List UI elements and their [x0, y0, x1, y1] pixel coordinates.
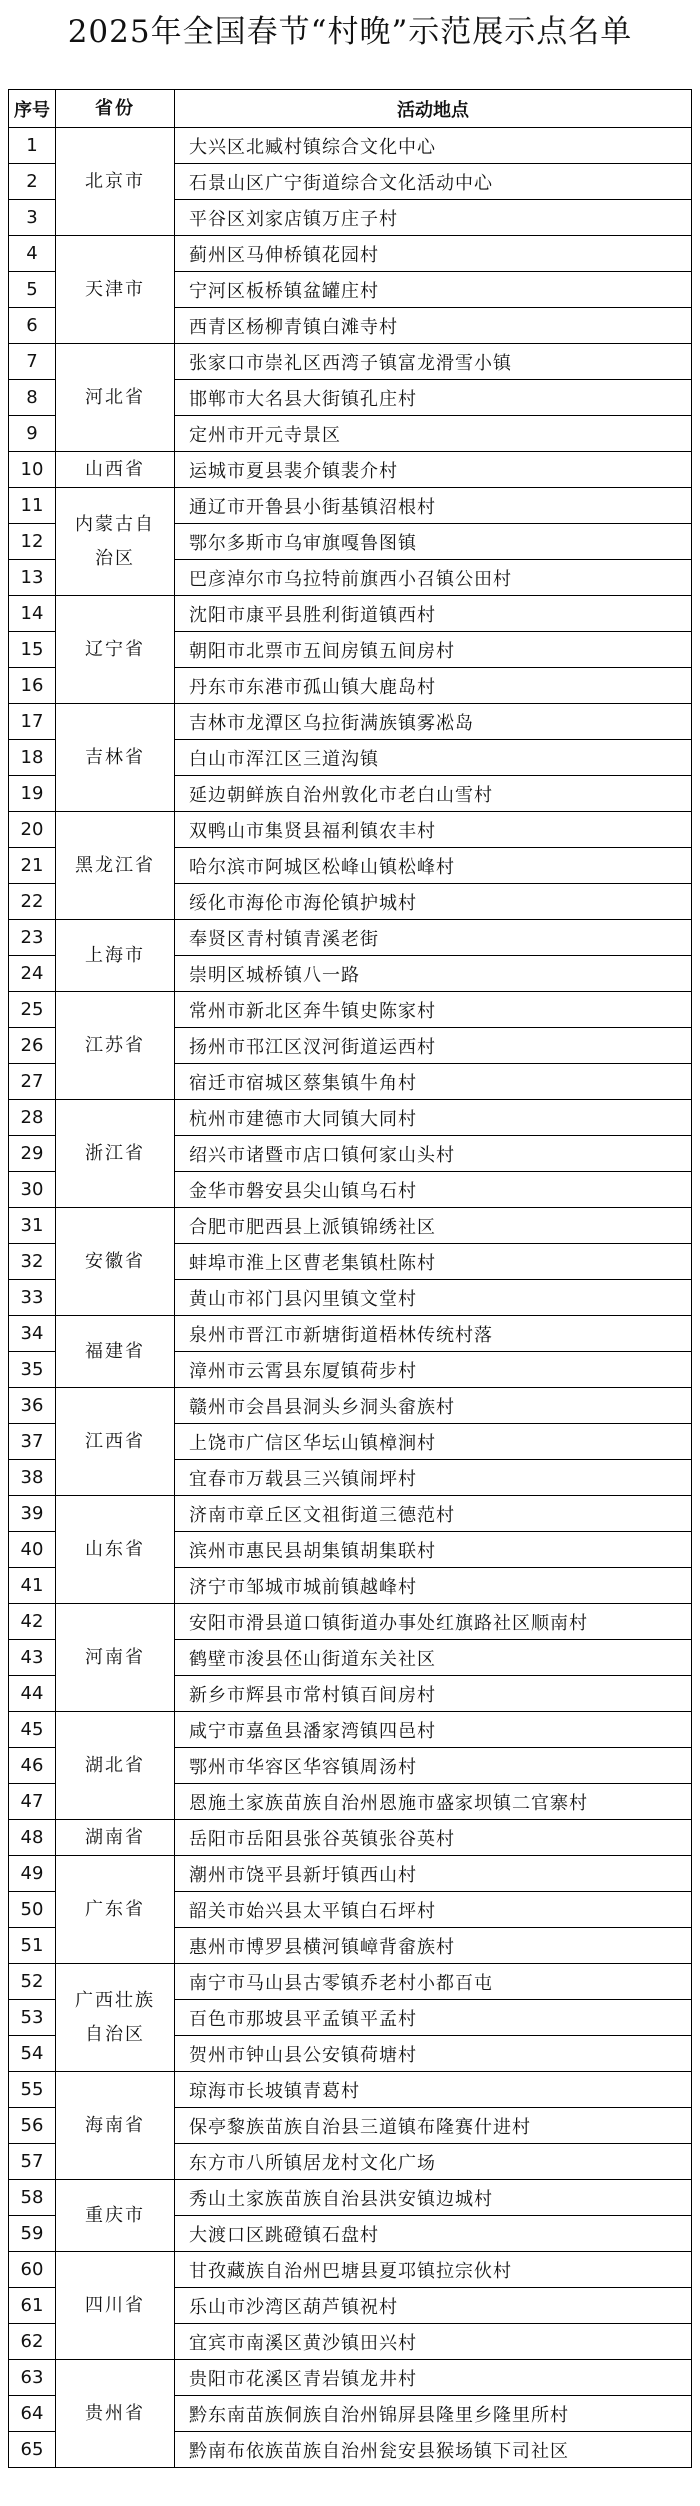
- location-cell: 宜宾市南溪区黄沙镇田兴村: [175, 2324, 692, 2360]
- row-number: 54: [9, 2036, 56, 2072]
- location-cell: 张家口市崇礼区西湾子镇富龙滑雪小镇: [175, 344, 692, 380]
- row-number: 51: [9, 1928, 56, 1964]
- location-cell: 延边朝鲜族自治州敦化市老白山雪村: [175, 776, 692, 812]
- row-number: 43: [9, 1640, 56, 1676]
- row-number: 46: [9, 1748, 56, 1784]
- location-cell: 济宁市邹城市城前镇越峰村: [175, 1568, 692, 1604]
- location-cell: 漳州市云霄县东厦镇荷步村: [175, 1352, 692, 1388]
- row-number: 31: [9, 1208, 56, 1244]
- row-number: 59: [9, 2216, 56, 2252]
- province-cell: 河北省: [56, 344, 175, 452]
- table-row: [9, 1856, 692, 1892]
- header-province: 省份: [56, 90, 175, 128]
- location-cell: 贺州市钟山县公安镇荷塘村: [175, 2036, 692, 2072]
- table-row: [9, 2360, 692, 2396]
- location-cell: 黔南布依族苗族自治州瓮安县猴场镇下司社区: [175, 2432, 692, 2468]
- province-cell: 吉林省: [56, 704, 175, 812]
- location-cell: 新乡市辉县市常村镇百间房村: [175, 1676, 692, 1712]
- table-row: [9, 488, 692, 524]
- province-cell: 广东省: [56, 1856, 175, 1964]
- location-cell: 甘孜藏族自治州巴塘县夏邛镇拉宗伙村: [175, 2252, 692, 2288]
- location-cell: 岳阳市岳阳县张谷英镇张谷英村: [175, 1820, 692, 1856]
- table-body: [9, 128, 692, 2468]
- row-number: 39: [9, 1496, 56, 1532]
- row-number: 26: [9, 1028, 56, 1064]
- row-number: 40: [9, 1532, 56, 1568]
- location-cell: 石景山区广宁街道综合文化活动中心: [175, 164, 692, 200]
- row-number: 23: [9, 920, 56, 956]
- location-cell: 吉林市龙潭区乌拉街满族镇雾凇岛: [175, 704, 692, 740]
- province-cell: 黑龙江省: [56, 812, 175, 920]
- location-cell: 东方市八所镇居龙村文化广场: [175, 2144, 692, 2180]
- location-cell: 哈尔滨市阿城区松峰山镇松峰村: [175, 848, 692, 884]
- province-cell: 湖北省: [56, 1712, 175, 1820]
- table-row: [9, 1388, 692, 1424]
- row-number: 41: [9, 1568, 56, 1604]
- location-cell: 滨州市惠民县胡集镇胡集联村: [175, 1532, 692, 1568]
- location-cell: 鹤壁市浚县伾山街道东关社区: [175, 1640, 692, 1676]
- province-cell: 辽宁省: [56, 596, 175, 704]
- province-cell: 安徽省: [56, 1208, 175, 1316]
- table-row: [9, 1820, 692, 1856]
- row-number: 8: [9, 380, 56, 416]
- location-cell: 宁河区板桥镇盆罐庄村: [175, 272, 692, 308]
- location-cell: 宿迁市宿城区蔡集镇牛角村: [175, 1064, 692, 1100]
- location-cell: 济南市章丘区文祖街道三德范村: [175, 1496, 692, 1532]
- location-cell: 潮州市饶平县新圩镇西山村: [175, 1856, 692, 1892]
- location-cell: 恩施土家族苗族自治州恩施市盛家坝镇二官寨村: [175, 1784, 692, 1820]
- row-number: 48: [9, 1820, 56, 1856]
- location-cell: 上饶市广信区华坛山镇樟涧村: [175, 1424, 692, 1460]
- row-number: 2: [9, 164, 56, 200]
- table-row: [9, 920, 692, 956]
- row-number: 65: [9, 2432, 56, 2468]
- row-number: 44: [9, 1676, 56, 1712]
- row-number: 22: [9, 884, 56, 920]
- province-cell: 天津市: [56, 236, 175, 344]
- location-cell: 大渡口区跳磴镇石盘村: [175, 2216, 692, 2252]
- table-row: [9, 1964, 692, 2000]
- location-cell: 黔东南苗族侗族自治州锦屏县隆里乡隆里所村: [175, 2396, 692, 2432]
- location-cell: 韶关市始兴县太平镇白石坪村: [175, 1892, 692, 1928]
- location-cell: 扬州市邗江区汊河街道运西村: [175, 1028, 692, 1064]
- province-cell: 四川省: [56, 2252, 175, 2360]
- row-number: 47: [9, 1784, 56, 1820]
- location-cell: 绥化市海伦市海伦镇护城村: [175, 884, 692, 920]
- table-header-row: [9, 90, 692, 128]
- row-number: 34: [9, 1316, 56, 1352]
- province-cell: 广西壮族自治区: [56, 1964, 175, 2072]
- row-number: 49: [9, 1856, 56, 1892]
- row-number: 28: [9, 1100, 56, 1136]
- location-cell: 绍兴市诸暨市店口镇何家山头村: [175, 1136, 692, 1172]
- row-number: 6: [9, 308, 56, 344]
- location-cell: 大兴区北臧村镇综合文化中心: [175, 128, 692, 164]
- location-cell: 崇明区城桥镇八一路: [175, 956, 692, 992]
- location-cell: 金华市磐安县尖山镇乌石村: [175, 1172, 692, 1208]
- row-number: 11: [9, 488, 56, 524]
- province-cell: 内蒙古自治区: [56, 488, 175, 596]
- row-number: 17: [9, 704, 56, 740]
- row-number: 60: [9, 2252, 56, 2288]
- row-number: 20: [9, 812, 56, 848]
- location-cell: 常州市新北区奔牛镇史陈家村: [175, 992, 692, 1028]
- location-cell: 平谷区刘家店镇万庄子村: [175, 200, 692, 236]
- row-number: 3: [9, 200, 56, 236]
- table-row: [9, 704, 692, 740]
- row-number: 62: [9, 2324, 56, 2360]
- table-row: [9, 2072, 692, 2108]
- table-row: [9, 1316, 692, 1352]
- location-cell: 百色市那坡县平孟镇平孟村: [175, 2000, 692, 2036]
- row-number: 21: [9, 848, 56, 884]
- location-cell: 白山市浑江区三道沟镇: [175, 740, 692, 776]
- location-cell: 鄂州市华容区华容镇周汤村: [175, 1748, 692, 1784]
- location-cell: 乐山市沙湾区葫芦镇祝村: [175, 2288, 692, 2324]
- table-row: [9, 236, 692, 272]
- location-cell: 保亭黎族苗族自治县三道镇布隆赛什进村: [175, 2108, 692, 2144]
- row-number: 25: [9, 992, 56, 1028]
- table-row: [9, 452, 692, 488]
- location-cell: 西青区杨柳青镇白滩寺村: [175, 308, 692, 344]
- location-cell: 丹东市东港市孤山镇大鹿岛村: [175, 668, 692, 704]
- location-cell: 双鸭山市集贤县福利镇农丰村: [175, 812, 692, 848]
- showcase-table: [8, 89, 692, 2468]
- row-number: 64: [9, 2396, 56, 2432]
- province-cell: 浙江省: [56, 1100, 175, 1208]
- location-cell: 蓟州区马伸桥镇花园村: [175, 236, 692, 272]
- table-row: [9, 1496, 692, 1532]
- row-number: 9: [9, 416, 56, 452]
- row-number: 33: [9, 1280, 56, 1316]
- header-number: 序号: [9, 90, 56, 128]
- location-cell: 赣州市会昌县洞头乡洞头畲族村: [175, 1388, 692, 1424]
- province-cell: 福建省: [56, 1316, 175, 1388]
- location-cell: 咸宁市嘉鱼县潘家湾镇四邑村: [175, 1712, 692, 1748]
- header-location: 活动地点: [175, 90, 692, 128]
- province-cell: 北京市: [56, 128, 175, 236]
- location-cell: 安阳市滑县道口镇街道办事处红旗路社区顺南村: [175, 1604, 692, 1640]
- table-row: [9, 1100, 692, 1136]
- row-number: 27: [9, 1064, 56, 1100]
- location-cell: 宜春市万载县三兴镇闹坪村: [175, 1460, 692, 1496]
- row-number: 63: [9, 2360, 56, 2396]
- province-cell: 海南省: [56, 2072, 175, 2180]
- row-number: 1: [9, 128, 56, 164]
- province-cell: 江苏省: [56, 992, 175, 1100]
- location-cell: 朝阳市北票市五间房镇五间房村: [175, 632, 692, 668]
- province-cell: 贵州省: [56, 2360, 175, 2468]
- location-cell: 定州市开元寺景区: [175, 416, 692, 452]
- row-number: 57: [9, 2144, 56, 2180]
- province-cell: 河南省: [56, 1604, 175, 1712]
- table-row: [9, 596, 692, 632]
- row-number: 18: [9, 740, 56, 776]
- row-number: 52: [9, 1964, 56, 2000]
- location-cell: 杭州市建德市大同镇大同村: [175, 1100, 692, 1136]
- row-number: 61: [9, 2288, 56, 2324]
- location-cell: 秀山土家族苗族自治县洪安镇边城村: [175, 2180, 692, 2216]
- table-row: [9, 344, 692, 380]
- row-number: 38: [9, 1460, 56, 1496]
- location-cell: 巴彦淖尔市乌拉特前旗西小召镇公田村: [175, 560, 692, 596]
- row-number: 15: [9, 632, 56, 668]
- row-number: 7: [9, 344, 56, 380]
- table-row: [9, 1712, 692, 1748]
- location-cell: 沈阳市康平县胜利街道镇西村: [175, 596, 692, 632]
- location-cell: 琼海市长坡镇青葛村: [175, 2072, 692, 2108]
- location-cell: 鄂尔多斯市乌审旗嘎鲁图镇: [175, 524, 692, 560]
- location-cell: 奉贤区青村镇青溪老街: [175, 920, 692, 956]
- province-cell: 山西省: [56, 452, 175, 488]
- row-number: 50: [9, 1892, 56, 1928]
- location-cell: 贵阳市花溪区青岩镇龙井村: [175, 2360, 692, 2396]
- row-number: 36: [9, 1388, 56, 1424]
- location-cell: 泉州市晋江市新塘街道梧林传统村落: [175, 1316, 692, 1352]
- table-row: [9, 128, 692, 164]
- row-number: 12: [9, 524, 56, 560]
- table-row: [9, 2252, 692, 2288]
- province-cell: 山东省: [56, 1496, 175, 1604]
- row-number: 32: [9, 1244, 56, 1280]
- row-number: 24: [9, 956, 56, 992]
- row-number: 29: [9, 1136, 56, 1172]
- location-cell: 惠州市博罗县横河镇嶂背畲族村: [175, 1928, 692, 1964]
- row-number: 35: [9, 1352, 56, 1388]
- table-row: [9, 992, 692, 1028]
- row-number: 16: [9, 668, 56, 704]
- page-title: 2025年全国春节“村晚”示范展示点名单: [67, 14, 633, 50]
- row-number: 58: [9, 2180, 56, 2216]
- location-cell: 黄山市祁门县闪里镇文堂村: [175, 1280, 692, 1316]
- row-number: 14: [9, 596, 56, 632]
- row-number: 19: [9, 776, 56, 812]
- row-number: 53: [9, 2000, 56, 2036]
- location-cell: 通辽市开鲁县小街基镇沼根村: [175, 488, 692, 524]
- table-row: [9, 1208, 692, 1244]
- province-cell: 上海市: [56, 920, 175, 992]
- province-cell: 重庆市: [56, 2180, 175, 2252]
- row-number: 42: [9, 1604, 56, 1640]
- row-number: 4: [9, 236, 56, 272]
- row-number: 37: [9, 1424, 56, 1460]
- province-cell: 湖南省: [56, 1820, 175, 1856]
- row-number: 55: [9, 2072, 56, 2108]
- location-cell: 南宁市马山县古零镇乔老村小都百屯: [175, 1964, 692, 2000]
- location-cell: 合肥市肥西县上派镇锦绣社区: [175, 1208, 692, 1244]
- row-number: 10: [9, 452, 56, 488]
- row-number: 13: [9, 560, 56, 596]
- location-cell: 邯郸市大名县大街镇孔庄村: [175, 380, 692, 416]
- row-number: 45: [9, 1712, 56, 1748]
- location-cell: 运城市夏县裴介镇裴介村: [175, 452, 692, 488]
- row-number: 5: [9, 272, 56, 308]
- table-row: [9, 1604, 692, 1640]
- province-cell: 江西省: [56, 1388, 175, 1496]
- table-row: [9, 812, 692, 848]
- row-number: 30: [9, 1172, 56, 1208]
- row-number: 56: [9, 2108, 56, 2144]
- location-cell: 蚌埠市淮上区曹老集镇杜陈村: [175, 1244, 692, 1280]
- table-row: [9, 2180, 692, 2216]
